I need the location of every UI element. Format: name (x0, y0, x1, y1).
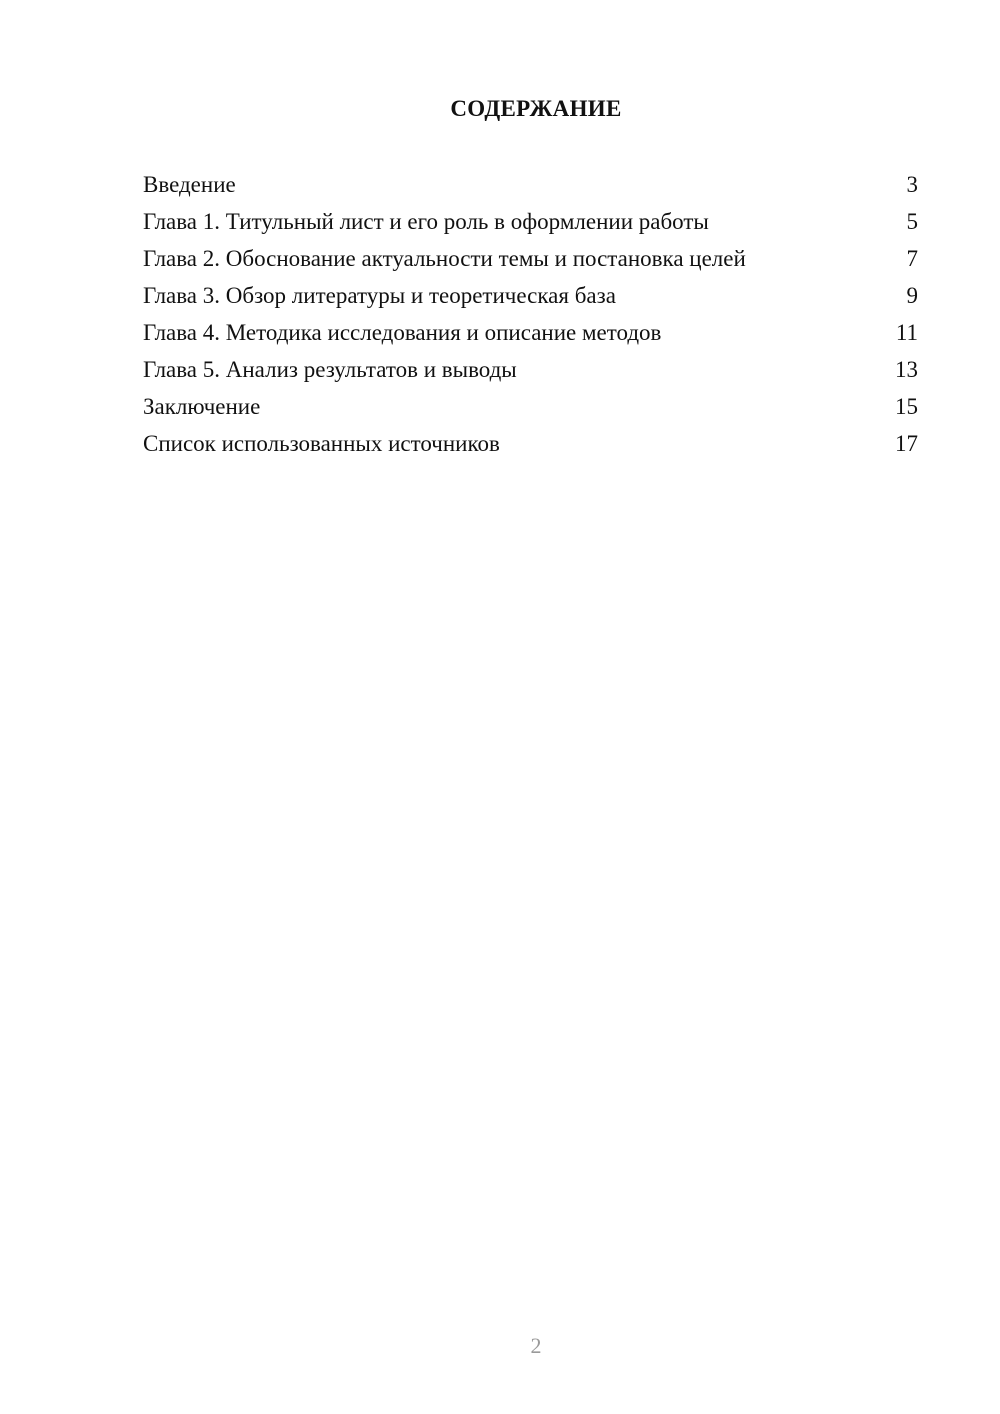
toc-entry-label: Глава 2. Обоснование актуальности темы и постановка целей (143, 246, 746, 271)
toc-entry-page: 13 (895, 357, 918, 382)
toc-entry-chapter-4 (143, 318, 918, 355)
toc-entry-conclusion (143, 392, 918, 429)
toc-entry-chapter-5 (143, 355, 918, 392)
toc-entry-label: Глава 1. Титульный лист и его роль в оформлении работы (143, 209, 709, 234)
toc-entry-page: 3 (906, 172, 918, 197)
toc-entry-page: 15 (895, 394, 918, 419)
toc-entry-page: 9 (906, 283, 918, 308)
toc-entry-page: 11 (895, 320, 918, 345)
toc-entry-label: Глава 3. Обзор литературы и теоретическая база (143, 283, 616, 308)
toc-entry-chapter-3 (143, 281, 918, 318)
toc-entry-chapter-2 (143, 244, 918, 281)
toc-entry-label: Глава 4. Методика исследования и описание методов (143, 320, 662, 345)
toc-title: СОДЕРЖАНИЕ (450, 96, 622, 121)
toc-entry-label: Список использованных источников (143, 431, 500, 456)
toc-entry-page: 5 (906, 209, 918, 234)
toc-entry-label: Заключение (143, 394, 261, 419)
toc-entry-page: 7 (906, 246, 918, 271)
toc-entry-references (143, 429, 918, 466)
toc-entry-page: 17 (895, 431, 918, 456)
toc-entry-label: Глава 5. Анализ результатов и выводы (143, 357, 517, 382)
table-of-contents (143, 170, 918, 466)
toc-entry-introduction (143, 170, 918, 207)
page-number: 2 (530, 1333, 542, 1358)
toc-entry-label: Введение (143, 172, 236, 197)
toc-entry-chapter-1 (143, 207, 918, 244)
